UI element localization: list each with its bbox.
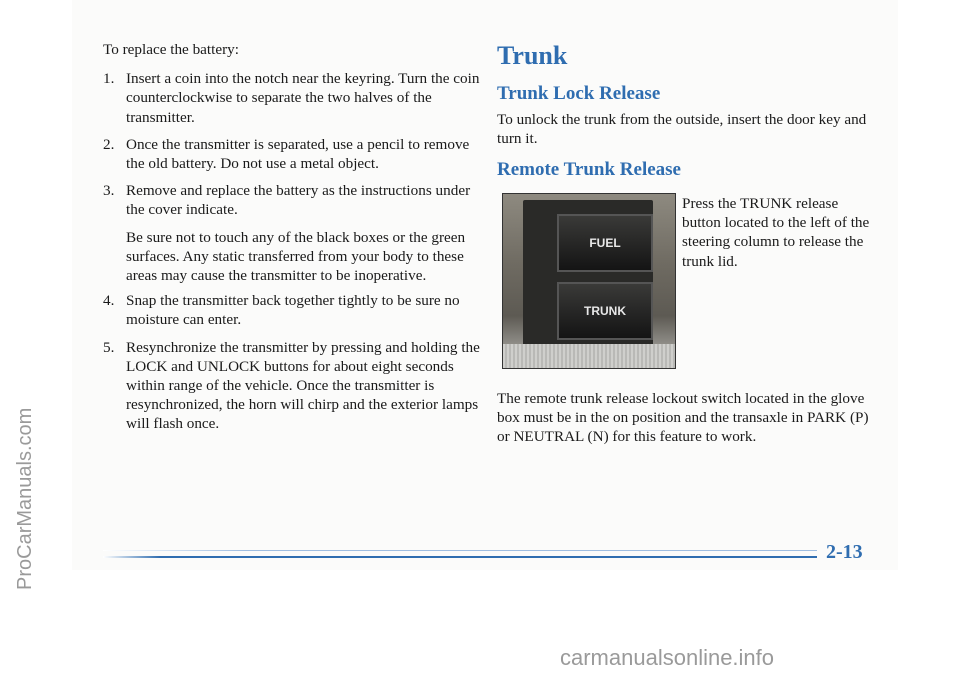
watermark-bottom: carmanualsonline.info — [560, 645, 775, 670]
step-number: 3. — [103, 182, 115, 200]
step-text: Insert a coin into the notch near the keyring. Turn the coin counterclockwise to separate the two halves of the transmitter. — [126, 70, 480, 126]
step-4 — [103, 291, 481, 329]
trunk-button-photo — [502, 193, 676, 369]
section-heading-trunk-lock: Trunk Lock Release — [497, 83, 661, 104]
trunk-button-image: TRUNK — [557, 282, 653, 340]
remote-trunk-text: Press the TRUNK release button located to the left of the steering column to release the trunk lid. — [682, 195, 870, 270]
page-number: 2-13 — [826, 541, 863, 563]
right-column — [497, 40, 877, 186]
step-5 — [103, 338, 481, 434]
step-number: 4. — [103, 292, 115, 310]
left-column — [103, 40, 481, 442]
static-warning-note: Be sure not to touch any of the black boxes or the green surfaces. Any static transferred from your body to these areas may cause the transmitter to be inoperative. — [126, 228, 466, 285]
intro-text: To replace the battery: — [103, 41, 239, 58]
step-text: Once the transmitter is separated, use a pencil to remove the old battery. Do not use a metal object. — [126, 135, 470, 173]
fuel-button-image: FUEL — [557, 214, 653, 272]
watermark-left — [12, 170, 42, 590]
page-title: Trunk — [497, 41, 568, 70]
switch-panel — [523, 200, 653, 350]
watermark-left-text: ProCarManuals.com — [14, 407, 36, 590]
lockout-switch-text: The remote trunk release lockout switch located in the glove box must be in the on position and the transaxle in PARK (P) or NEUTRAL (N) for this feature to work. — [497, 390, 869, 446]
step-text: Remove and replace the battery as the instructions under the cover indicate. — [126, 182, 471, 219]
photo-trim — [503, 344, 675, 368]
trunk-lock-text: To unlock the trunk from the outside, insert the door key and turn it. — [497, 111, 867, 148]
step-text: Resynchronize the transmitter by pressing and holding the LOCK and UNLOCK buttons for about eight seconds within range of the vehicle. Once the transmitter is resynchronized, the horn will chirp and the exterior lamps will flash once. — [126, 338, 480, 433]
step-2 — [103, 135, 481, 173]
footer-rule-thin — [103, 550, 817, 551]
step-text: Snap the transmitter back together tightly to be sure no moisture can enter. — [126, 292, 460, 329]
footer-rule — [103, 556, 817, 558]
step-number: 2. — [103, 135, 115, 153]
step-3 — [103, 181, 481, 219]
step-number: 1. — [103, 70, 115, 88]
section-heading-remote-trunk: Remote Trunk Release — [497, 159, 681, 181]
step-1 — [103, 69, 481, 127]
step-number: 5. — [103, 338, 115, 356]
